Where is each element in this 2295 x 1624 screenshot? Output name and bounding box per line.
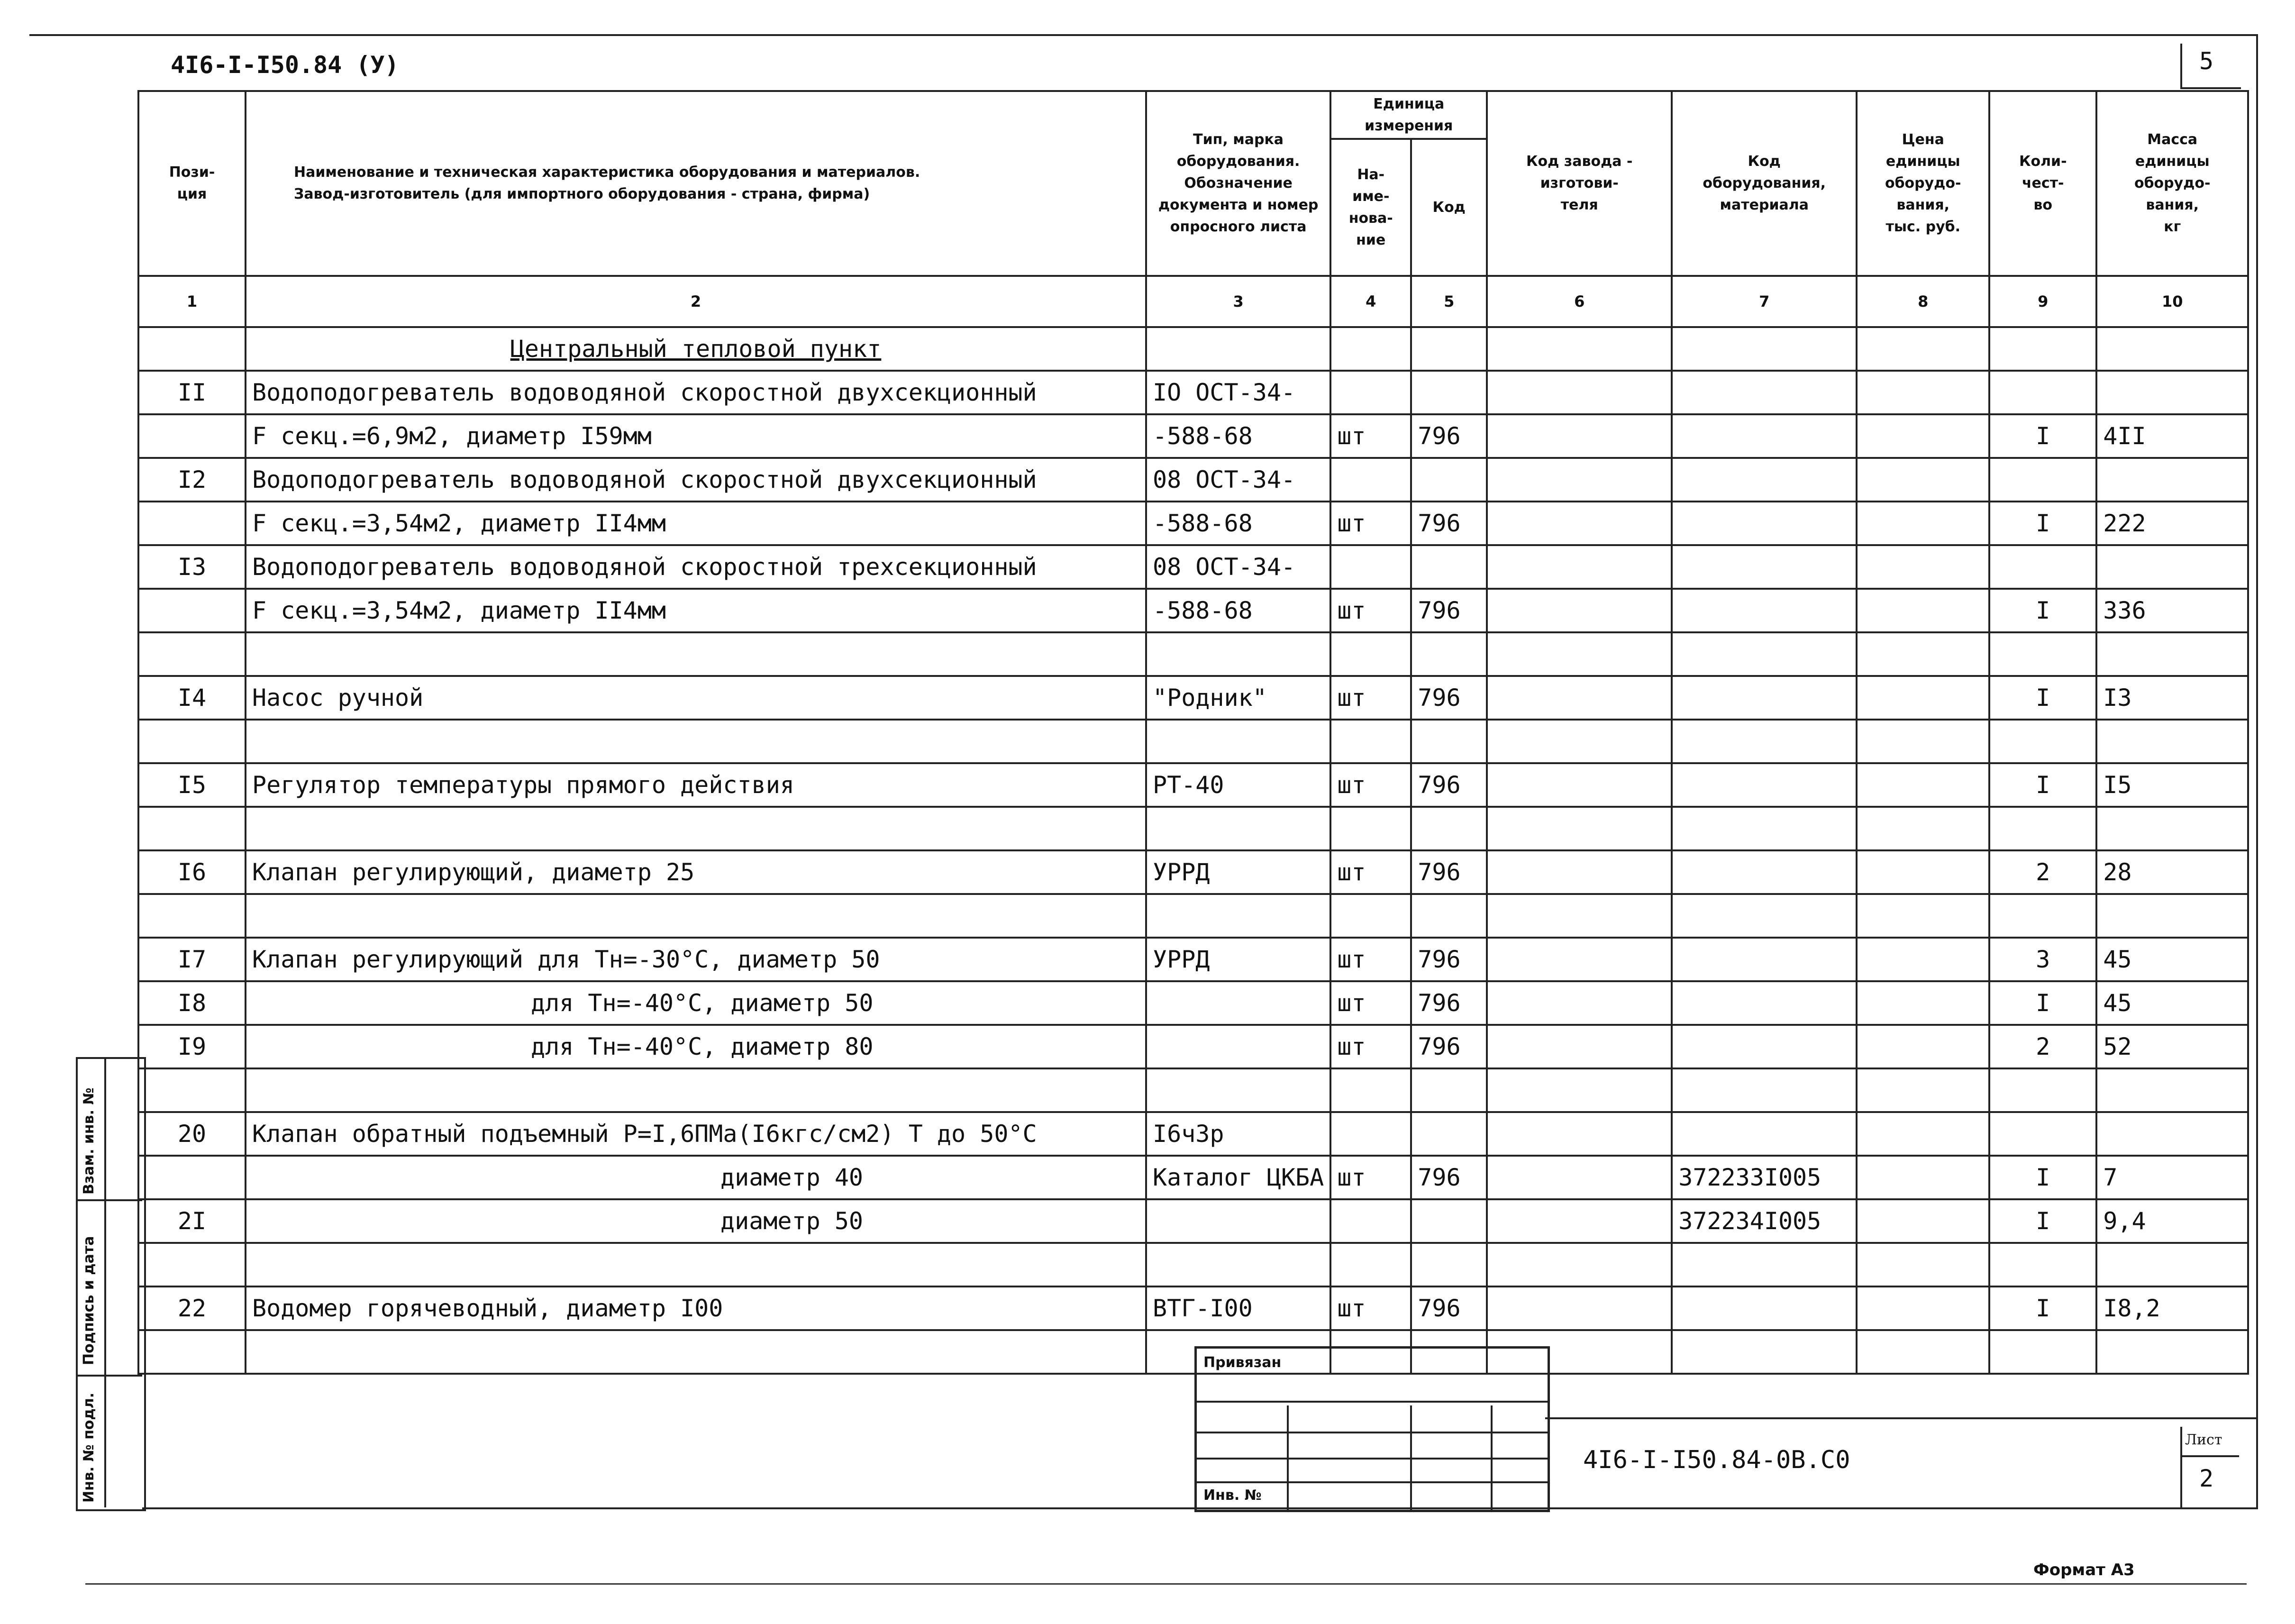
cell-mat_code <box>1672 720 1857 763</box>
cell-unit: шт <box>1330 1025 1411 1068</box>
cell-type: ВТГ-I00 <box>1146 1286 1330 1330</box>
cell-mat_code <box>1672 589 1857 632</box>
cell-unit <box>1330 1112 1411 1156</box>
table-row <box>138 371 2248 414</box>
cell-mat_code <box>1672 1025 1857 1068</box>
cell-unit <box>1330 632 1411 676</box>
cell-pos: I4 <box>138 676 246 720</box>
page-number: 5 <box>2199 47 2214 75</box>
cell-code <box>1411 632 1487 676</box>
cell-qty <box>1989 1243 2096 1286</box>
cell-mass: I8,2 <box>2096 1286 2248 1330</box>
cell-code: 796 <box>1411 502 1487 545</box>
cell-qty: I <box>1989 589 2096 632</box>
cell-unit <box>1330 1199 1411 1243</box>
cell-unit <box>1330 458 1411 502</box>
column-number: 9 <box>1989 276 2096 327</box>
table-row <box>138 981 2248 1025</box>
cell-qty: I <box>1989 502 2096 545</box>
cell-pos: II <box>138 371 246 414</box>
header-position: Пози- ция <box>138 91 246 276</box>
cell-mat_code <box>1672 371 1857 414</box>
cell-pos: I5 <box>138 763 246 807</box>
table-row <box>138 894 2248 938</box>
cell-code <box>1411 1112 1487 1156</box>
table-row <box>138 938 2248 981</box>
cell-code: 796 <box>1411 589 1487 632</box>
column-number: 5 <box>1411 276 1487 327</box>
cell-pos: 20 <box>138 1112 246 1156</box>
table-row <box>138 1330 2248 1374</box>
cell-code: 796 <box>1411 414 1487 458</box>
cell-type: "Родник" <box>1146 676 1330 720</box>
cell-name <box>246 720 1146 763</box>
cell-qty <box>1989 632 2096 676</box>
table-row <box>138 1286 2248 1330</box>
cell-qty: I <box>1989 414 2096 458</box>
cell-code <box>1411 720 1487 763</box>
table-row <box>138 676 2248 720</box>
cell-type <box>1146 632 1330 676</box>
table-row <box>138 763 2248 807</box>
cell-pos <box>138 414 246 458</box>
table-row <box>138 632 2248 676</box>
header-mass: Масса единицы оборудо- вания, кг <box>2096 91 2248 276</box>
cell-qty <box>1989 1330 2096 1374</box>
cell-qty: 2 <box>1989 850 2096 894</box>
cell-mass <box>2096 371 2248 414</box>
cell-qty <box>1989 894 2096 938</box>
cell-mat_code: 372234I005 <box>1672 1199 1857 1243</box>
cell-mass: 45 <box>2096 981 2248 1025</box>
cell-name: F секц.=6,9м2, диаметр I59мм <box>246 414 1146 458</box>
cell-unit: шт <box>1330 938 1411 981</box>
cell-mat_code <box>1672 458 1857 502</box>
sheet-label: Лист <box>2185 1432 2222 1448</box>
cell-type <box>1146 1199 1330 1243</box>
cell-unit <box>1330 894 1411 938</box>
cell-mass <box>2096 720 2248 763</box>
header-unit-code: Код <box>1411 139 1487 276</box>
cell-type: IO ОСТ-34- <box>1146 371 1330 414</box>
cell-pos <box>138 720 246 763</box>
cell-pos: I6 <box>138 850 246 894</box>
cell-type: I6ч3р <box>1146 1112 1330 1156</box>
cell-code: 796 <box>1411 1025 1487 1068</box>
table-row <box>138 502 2248 545</box>
cell-unit: шт <box>1330 502 1411 545</box>
cell-code <box>1411 371 1487 414</box>
table-row <box>138 850 2248 894</box>
stamp-replace-inventory: Взам. инв. № <box>81 1087 97 1195</box>
cell-mat_code <box>1672 1286 1857 1330</box>
cell-name: Водоподогреватель водоводяной скоростной двухсекционный <box>246 458 1146 502</box>
format-label: Формат А3 <box>2033 1560 2135 1579</box>
cell-code: 796 <box>1411 938 1487 981</box>
cell-pos: I9 <box>138 1025 246 1068</box>
cell-unit <box>1330 371 1411 414</box>
cell-mass: 7 <box>2096 1156 2248 1199</box>
cell-name: F секц.=3,54м2, диаметр II4мм <box>246 502 1146 545</box>
cell-name <box>246 1243 1146 1286</box>
cell-qty <box>1989 1112 2096 1156</box>
cell-mat_code <box>1672 414 1857 458</box>
table-row <box>138 414 2248 458</box>
bound-label: Привязан <box>1203 1354 1282 1371</box>
cell-code <box>1411 807 1487 850</box>
cell-name <box>246 1068 1146 1112</box>
cell-type <box>1146 720 1330 763</box>
column-number: 6 <box>1487 276 1672 327</box>
cell-pos <box>138 807 246 850</box>
cell-mass <box>2096 1330 2248 1374</box>
cell-qty <box>1989 371 2096 414</box>
cell-mat_code <box>1672 894 1857 938</box>
cell-pos <box>138 1243 246 1286</box>
header-unit-name: На- име- нова- ние <box>1330 139 1411 276</box>
table-row <box>138 545 2248 589</box>
cell-name: F секц.=3,54м2, диаметр II4мм <box>246 589 1146 632</box>
cell-qty <box>1989 807 2096 850</box>
cell-unit: шт <box>1330 981 1411 1025</box>
cell-mass <box>2096 1112 2248 1156</box>
cell-unit <box>1330 1243 1411 1286</box>
cell-mat_code <box>1672 545 1857 589</box>
column-number: 7 <box>1672 276 1857 327</box>
cell-pos: I2 <box>138 458 246 502</box>
cell-mass <box>2096 545 2248 589</box>
cell-code <box>1411 458 1487 502</box>
cell-type: УРРД <box>1146 938 1330 981</box>
cell-pos: 22 <box>138 1286 246 1330</box>
cell-type <box>1146 1025 1330 1068</box>
stamp-original-inventory: Инв. № подл. <box>81 1392 97 1503</box>
cell-qty <box>1989 720 2096 763</box>
cell-qty: I <box>1989 1199 2096 1243</box>
cell-mat_code: 372233I005 <box>1672 1156 1857 1199</box>
cell-name: Водомер горячеводный, диаметр I00 <box>246 1286 1146 1330</box>
cell-mat_code <box>1672 981 1857 1025</box>
cell-mat_code <box>1672 1068 1857 1112</box>
cell-type: РТ-40 <box>1146 763 1330 807</box>
cell-name <box>246 894 1146 938</box>
cell-qty: I <box>1989 676 2096 720</box>
cell-name: Клапан регулирующий, диаметр 25 <box>246 850 1146 894</box>
cell-mass <box>2096 1243 2248 1286</box>
cell-code <box>1411 1199 1487 1243</box>
cell-code: 796 <box>1411 981 1487 1025</box>
cell-code: 796 <box>1411 763 1487 807</box>
header-type: Тип, марка оборудования. Обозначение документа и номер опросного листа <box>1146 91 1330 276</box>
cell-mass <box>2096 1068 2248 1112</box>
cell-mat_code <box>1672 1330 1857 1374</box>
cell-mass: 4II <box>2096 414 2248 458</box>
cell-name: Клапан обратный подъемный Р=I,6ПМа(I6кгс/см2) Т до 50°С <box>246 1112 1146 1156</box>
cell-type: -588-68 <box>1146 502 1330 545</box>
cell-type <box>1146 807 1330 850</box>
cell-type <box>1146 894 1330 938</box>
cell-pos <box>138 1156 246 1199</box>
cell-code <box>1411 1243 1487 1286</box>
bound-stamp-block <box>1194 1346 1550 1512</box>
cell-qty <box>1989 458 2096 502</box>
header-name: Наименование и техническая характеристика оборудования и материалов. Завод-изготовитель (для импортного оборудования - страна, фирма) <box>246 91 1146 276</box>
cell-pos <box>138 894 246 938</box>
cell-mat_code <box>1672 938 1857 981</box>
cell-mass: 28 <box>2096 850 2248 894</box>
cell-name: Регулятор температуры прямого действия <box>246 763 1146 807</box>
cell-unit: шт <box>1330 1286 1411 1330</box>
cell-pos <box>138 502 246 545</box>
cell-name: для Тн=-40°С, диаметр 80 <box>246 1025 1146 1068</box>
header-unit: Единица измерения <box>1330 91 1487 139</box>
cell-unit <box>1330 545 1411 589</box>
cell-name: диаметр 50 <box>246 1199 1146 1243</box>
cell-code: 796 <box>1411 850 1487 894</box>
cell-type: -588-68 <box>1146 414 1330 458</box>
cell-code <box>1411 1068 1487 1112</box>
table-row <box>138 1068 2248 1112</box>
cell-name <box>246 632 1146 676</box>
cell-qty: I <box>1989 1286 2096 1330</box>
cell-mass <box>2096 458 2248 502</box>
cell-pos: I7 <box>138 938 246 981</box>
document-code-top: 4I6-I-I50.84 (У) <box>171 51 399 79</box>
cell-qty: I <box>1989 981 2096 1025</box>
cell-mat_code <box>1672 676 1857 720</box>
cell-unit <box>1330 1068 1411 1112</box>
cell-mass <box>2096 807 2248 850</box>
header-quantity: Коли- чест- во <box>1989 91 2096 276</box>
cell-mass: 336 <box>2096 589 2248 632</box>
cell-unit: шт <box>1330 850 1411 894</box>
table-row <box>138 1025 2248 1068</box>
cell-code: 796 <box>1411 1286 1487 1330</box>
cell-name <box>246 807 1146 850</box>
cell-unit <box>1330 720 1411 763</box>
document-code-bottom: 4I6-I-I50.84-0В.С0 <box>1583 1446 1850 1474</box>
table-row <box>138 807 2248 850</box>
inventory-label: Инв. № <box>1203 1487 1262 1504</box>
cell-name: Водоподогреватель водоводяной скоростной двухсекционный <box>246 371 1146 414</box>
table-row <box>138 720 2248 763</box>
cell-pos: I3 <box>138 545 246 589</box>
cell-type: 08 ОСТ-34- <box>1146 458 1330 502</box>
cell-mat_code <box>1672 632 1857 676</box>
cell-pos: I8 <box>138 981 246 1025</box>
cell-mass: 52 <box>2096 1025 2248 1068</box>
table-row <box>138 458 2248 502</box>
header-equipment-code: Код оборудования, материала <box>1672 91 1857 276</box>
cell-qty: 3 <box>1989 938 2096 981</box>
cell-type: Каталог ЦКБА <box>1146 1156 1330 1199</box>
cell-unit: шт <box>1330 414 1411 458</box>
table-row <box>138 1156 2248 1199</box>
cell-mass: I3 <box>2096 676 2248 720</box>
cell-mat_code <box>1672 502 1857 545</box>
cell-mass <box>2096 894 2248 938</box>
cell-type: -588-68 <box>1146 589 1330 632</box>
cell-unit: шт <box>1330 763 1411 807</box>
cell-name <box>246 1330 1146 1374</box>
cell-type <box>1146 1243 1330 1286</box>
cell-mat_code <box>1672 1112 1857 1156</box>
column-number: 8 <box>1857 276 1989 327</box>
column-number: 10 <box>2096 276 2248 327</box>
cell-qty: 2 <box>1989 1025 2096 1068</box>
cell-pos: 2I <box>138 1199 246 1243</box>
table-row <box>138 1243 2248 1286</box>
cell-mat_code <box>1672 807 1857 850</box>
cell-unit: шт <box>1330 1156 1411 1199</box>
cell-unit: шт <box>1330 676 1411 720</box>
cell-mat_code <box>1672 1243 1857 1286</box>
column-number: 2 <box>246 276 1146 327</box>
table-row <box>138 1199 2248 1243</box>
cell-name: для Тн=-40°С, диаметр 50 <box>246 981 1146 1025</box>
cell-pos <box>138 1068 246 1112</box>
cell-mass: 9,4 <box>2096 1199 2248 1243</box>
section-title: Центральный тепловой пункт <box>246 327 1146 371</box>
cell-unit: шт <box>1330 589 1411 632</box>
cell-qty: I <box>1989 763 2096 807</box>
sheet-number: 2 <box>2199 1465 2214 1492</box>
cell-mass: I5 <box>2096 763 2248 807</box>
stamp-signature-date: Подпись и дата <box>81 1236 97 1365</box>
cell-type: 08 ОСТ-34- <box>1146 545 1330 589</box>
cell-code: 796 <box>1411 676 1487 720</box>
specification-table <box>137 90 2249 1375</box>
cell-code: 796 <box>1411 1156 1487 1199</box>
column-number: 4 <box>1330 276 1411 327</box>
cell-mat_code <box>1672 763 1857 807</box>
cell-mat_code <box>1672 850 1857 894</box>
table-row <box>138 1112 2248 1156</box>
header-factory-code: Код завода - изготови- теля <box>1487 91 1672 276</box>
cell-type: УРРД <box>1146 850 1330 894</box>
cell-qty <box>1989 545 2096 589</box>
cell-name: диаметр 40 <box>246 1156 1146 1199</box>
cell-unit <box>1330 807 1411 850</box>
cell-name: Насос ручной <box>246 676 1146 720</box>
column-number: 3 <box>1146 276 1330 327</box>
cell-pos <box>138 589 246 632</box>
cell-mass: 45 <box>2096 938 2248 981</box>
column-number: 1 <box>138 276 246 327</box>
cell-mass <box>2096 632 2248 676</box>
cell-pos <box>138 632 246 676</box>
cell-qty: I <box>1989 1156 2096 1199</box>
header-price: Цена единицы оборудо- вания, тыс. руб. <box>1857 91 1989 276</box>
cell-mass: 222 <box>2096 502 2248 545</box>
cell-qty <box>1989 1068 2096 1112</box>
cell-code <box>1411 894 1487 938</box>
cell-type <box>1146 1068 1330 1112</box>
cell-code <box>1411 545 1487 589</box>
table-row <box>138 589 2248 632</box>
cell-type <box>1146 981 1330 1025</box>
cell-name: Водоподогреватель водоводяной скоростной трехсекционный <box>246 545 1146 589</box>
cell-pos <box>138 1330 246 1374</box>
cell-name: Клапан регулирующий для Тн=-30°С, диаметр 50 <box>246 938 1146 981</box>
